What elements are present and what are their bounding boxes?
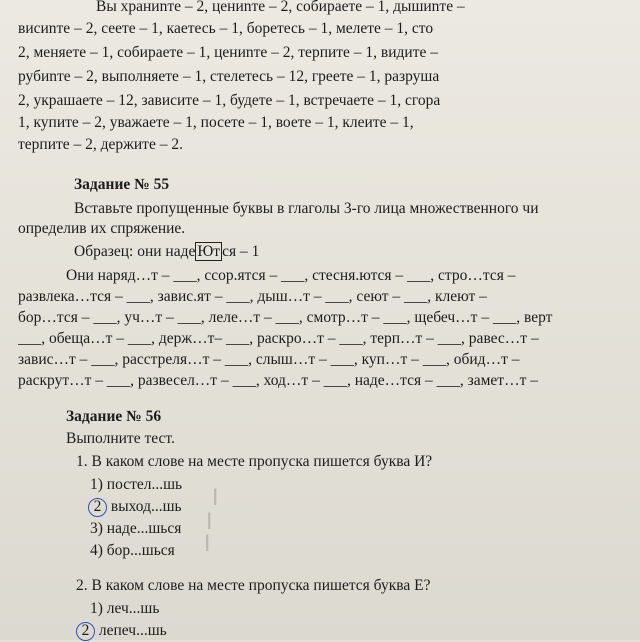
ex56-q2-option-1: 1) леч...шь	[90, 600, 160, 617]
ex54-line-2: висиnте – 2, сеете – 1, каетесь – 1, боретесь – 1, мелете – 1, сто	[18, 20, 434, 37]
pencil-mark-icon: I	[212, 486, 219, 511]
ex54-line-6: 1, купите – 2, уважаете – 1, посете – 1, воете – 1, клеите – 1,	[18, 114, 414, 131]
ex55-sample-boxed: Ют	[197, 243, 221, 260]
ex55-line-4: ___, обеща…т – ___, держ…т– ___, раскро…т – ___, терп…т – ___, равес…т –	[18, 330, 539, 347]
ex55-line-1: Они наряд…т – ___, ссор.ятся – ___, стесня.ются – ___, стро…тся –	[66, 267, 516, 284]
ex56-q1-option-2-text: выход...шь	[107, 498, 182, 515]
ex55-line-6: раскрут…т – ___, развесел…т – ___, ход…т – ___, наде…тся – ___, замет…т –	[18, 372, 538, 389]
ex56-q2-option-2	[76, 620, 640, 642]
ex56-q1-option-2	[88, 496, 640, 518]
ex55-task-line-2: определив их спряжение.	[18, 220, 186, 237]
ex56-q1-option-3: 3) наде...шься	[90, 520, 182, 537]
ex54-line-3: 2, меняете – 1, собираете – 1, цениnте – 2, терпите – 1, видите –	[18, 44, 439, 61]
ex56-title: Задание № 56	[66, 408, 162, 425]
answer-circle-mark: 2	[76, 622, 95, 641]
ex56-q1-option-4: 4) бор...шься	[90, 542, 175, 559]
ex56-q2-option-2-text: лепеч...шь	[95, 622, 167, 639]
pencil-mark-icon: I	[206, 510, 213, 535]
ex56-question-2: 2. В каком слове на месте пропуска пишется буква Е?	[76, 577, 431, 594]
ex54-line-5: 2, украшаете – 12, зависите – 1, будете – 1, встречаете – 1, сгора	[18, 92, 441, 109]
ex55-title: Задание № 55	[74, 176, 170, 193]
ex56-q1-option-1: 1) постел...шь	[90, 476, 183, 493]
ex56-question-1: 1. В каком слове на месте пропуска пишется буква И?	[76, 453, 433, 470]
answer-circle-mark: 2	[88, 498, 107, 517]
ex54-line-4: рубиnте – 2, выполняете – 1, стелетесь – 12, греете – 1, разруша	[18, 68, 440, 85]
ex55-line-3: бор…тся – ___, уч…т – ___, леле…т – ___, смотр…т – ___, щебеч…т – ___, верт	[18, 309, 553, 326]
pencil-mark-icon: I	[204, 532, 211, 557]
ex54-line-7: терпите – 2, держите – 2.	[18, 136, 183, 153]
ex55-sample	[74, 241, 640, 263]
ex56-subtitle: Выполните тест.	[66, 430, 175, 447]
ex55-line-2: развлека…тся – ___, завис.ят – ___, дыш…т – ___, сеют – ___, клеют –	[18, 288, 487, 305]
ex55-task-line-1: Вставьте пропущенные буквы в глаголы 3-го лица множественного чи	[74, 200, 539, 217]
ex55-sample-suffix: ся – 1	[222, 243, 260, 260]
ex54-line-1: Вы храниnте – 2, цениnте – 2, собираете – 1, дышиnте –	[96, 0, 465, 15]
ex55-sample-prefix: Образец: они наде	[74, 243, 196, 260]
ex55-line-5: завис…т – ___, расстреля…т – ___, слыш…т – ___, куп…т – ___, обид…т –	[18, 351, 520, 368]
